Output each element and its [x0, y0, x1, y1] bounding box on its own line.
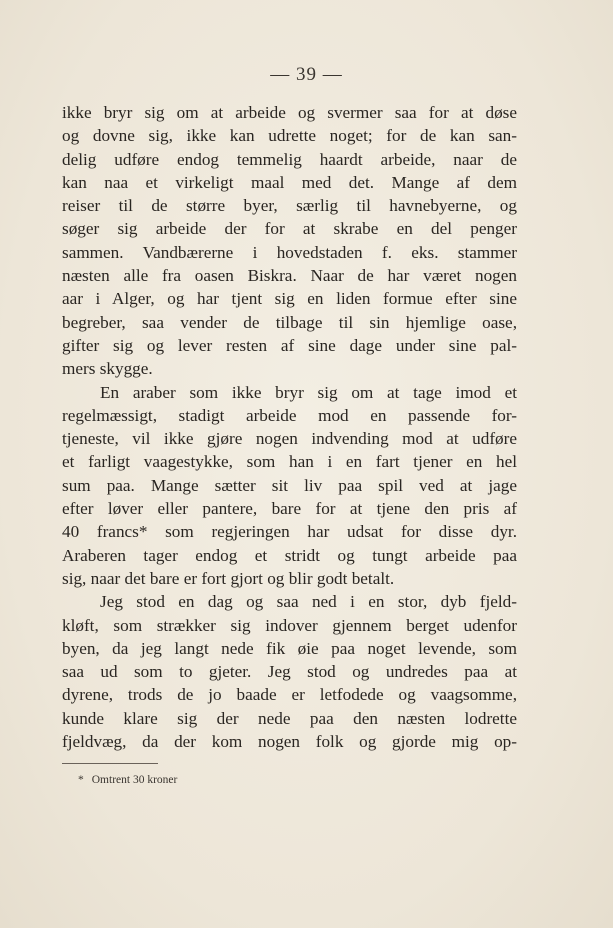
text-line: næsten alle fra oasen Biskra. Naar de har været nogen	[62, 266, 517, 286]
text-line: Araberen tager endog et stridt og tungt arbeide paa	[62, 545, 517, 565]
body-text	[62, 101, 517, 753]
text-line: tjeneste, vil ikke gjøre nogen indvending mod at udføre	[62, 429, 517, 449]
paragraph	[62, 101, 517, 381]
text-line: fjeldvæg, da der kom nogen folk og gjorde mig op-	[62, 732, 517, 752]
text-line: mers skygge.	[62, 359, 153, 379]
text-line: En araber som ikke bryr sig om at tage imod et	[100, 382, 517, 402]
text-line: efter løver eller pantere, bare for at tjene den pris af	[62, 499, 517, 519]
paragraph	[62, 381, 517, 591]
text-line: saa ud som to gjeter. Jeg stod og undredes paa at	[62, 662, 517, 682]
text-line: begreber, saa vender de tilbage til sin hjemlige oase,	[62, 312, 517, 332]
paragraph	[62, 590, 517, 753]
text-line: reiser til de større byer, særlig til havnebyerne, og	[62, 196, 517, 216]
footnote-divider	[62, 763, 158, 764]
page-number: — 39 —	[270, 64, 343, 85]
footnote-mark: *	[78, 774, 84, 786]
text-line: Jeg stod en dag og saa ned i en stor, dyb fjeld-	[100, 592, 517, 612]
text-line: et farligt vaagestykke, som han i en fart tjener en hel	[62, 452, 517, 472]
text-line: søger sig arbeide der for at skrabe en del penger	[62, 219, 517, 239]
text-line: sammen. Vandbærerne i hovedstaden f. eks. stammer	[62, 242, 517, 262]
text-line: gifter sig og lever resten af sine dage under sine pal-	[62, 335, 517, 355]
text-line: dyrene, trods de jo baade er letfodede og vaagsomme,	[62, 685, 517, 705]
text-line: og dovne sig, ikke kan udrette noget; for de kan san-	[62, 126, 517, 146]
text-line: 40 francs* som regjeringen har udsat for disse dyr.	[62, 522, 517, 542]
text-line: kløft, som strækker sig indover gjennem berget udenfor	[62, 615, 517, 635]
text-line: kan naa et virkeligt maal med det. Mange af dem	[62, 172, 517, 192]
text-line: kunde klare sig der nede paa den næsten lodrette	[62, 708, 517, 728]
text-line: sum paa. Mange sætter sit liv paa spil ved at jage	[62, 475, 517, 495]
text-line: ikke bryr sig om at arbeide og svermer saa for at døse	[62, 103, 517, 122]
text-line: sig, naar det bare er fort gjort og blir godt betalt.	[62, 568, 395, 588]
text-line: regelmæssigt, stadigt arbeide mod en passende for-	[62, 405, 517, 425]
text-line: delig udføre endog temmelig haardt arbeide, naar de	[62, 149, 517, 169]
footnote	[78, 774, 177, 786]
text-line: byen, da jeg langt nede fik øie paa noget levende, som	[62, 638, 517, 658]
text-line: aar i Alger, og har tjent sig en liden formue efter sine	[62, 289, 517, 309]
footnote-text: Omtrent 30 kroner	[91, 774, 178, 786]
